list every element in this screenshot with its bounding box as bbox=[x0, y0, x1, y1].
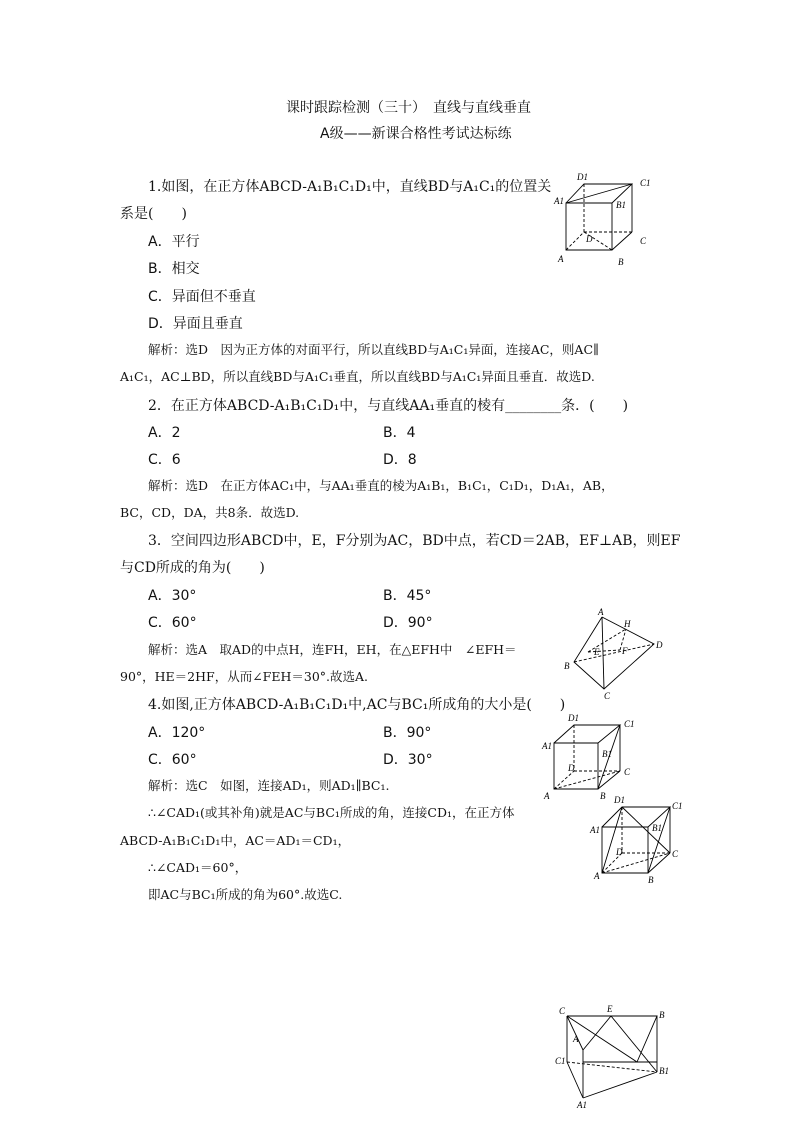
label: A bbox=[594, 871, 600, 881]
label: B bbox=[618, 257, 624, 267]
label: B1 bbox=[602, 749, 612, 759]
label: A1 bbox=[554, 196, 564, 206]
label: B bbox=[648, 875, 654, 885]
q2-option-b[interactable]: B．4 bbox=[383, 425, 416, 441]
q1-option-b[interactable]: B．相交 bbox=[148, 261, 200, 277]
label: B bbox=[659, 1010, 665, 1020]
q3-option-d[interactable]: D．90° bbox=[383, 615, 433, 631]
q4-solution-line2: ∴∠CAD₁(或其补角)就是AC与BC₁所成的角，连接CD₁，在正方体 bbox=[148, 805, 515, 820]
q1-solution-line1: 解析：选D 因为正方体的对面平行，所以直线BD与A₁C₁异面，连接AC，则AC∥ bbox=[148, 342, 599, 357]
tetrahedron-figure bbox=[562, 607, 672, 702]
label: A bbox=[544, 791, 550, 801]
cube-figure-1 bbox=[552, 170, 662, 270]
q4-option-a[interactable]: A．120° bbox=[148, 725, 206, 741]
q3-solution-line1: 解析：选A 取AD的中点H，连FH，EH，在△EFH中 ∠EFH＝ bbox=[148, 642, 517, 657]
q1-stem-line2: 系是( ) bbox=[120, 206, 187, 222]
label: A bbox=[573, 1034, 579, 1044]
label: D1 bbox=[568, 713, 579, 723]
q4-option-d[interactable]: D．30° bbox=[383, 752, 433, 768]
label: C bbox=[624, 767, 631, 777]
cube-figure-3 bbox=[588, 791, 698, 886]
label: C1 bbox=[672, 801, 683, 811]
label: E bbox=[607, 1004, 613, 1014]
label: A1 bbox=[590, 825, 600, 835]
label: D1 bbox=[614, 795, 625, 805]
page-title: 课时跟踪检测（三十） 直线与直线垂直 bbox=[286, 100, 531, 116]
q2-solution-line1: 解析：选D 在正方体AC₁中，与AA₁垂直的棱为A₁B₁，B₁C₁，C₁D₁，D₁A₁，AB， bbox=[148, 478, 614, 493]
q4-solution-line3: ABCD-A₁B₁C₁D₁中，AC＝AD₁＝CD₁， bbox=[120, 833, 351, 848]
q4-option-b[interactable]: B．90° bbox=[383, 725, 432, 741]
label: F bbox=[622, 646, 628, 656]
q4-stem-line1: 4.如图,正方体ABCD-A₁B₁C₁D₁中,AC与BC₁所成角的大小是( ) bbox=[148, 697, 566, 713]
q3-stem-line2: 与CD所成的角为( ) bbox=[120, 560, 265, 576]
q3-option-a[interactable]: A．30° bbox=[148, 588, 197, 604]
q1-solution-line2: A₁C₁，AC⊥BD，所以直线BD与A₁C₁垂直，所以直线BD与A₁C₁异面且垂直．故选D. bbox=[120, 369, 595, 384]
q4-solution-line5: 即AC与BC₁所成的角为60°.故选C. bbox=[148, 887, 343, 902]
label: A1 bbox=[542, 741, 552, 751]
label: A bbox=[598, 607, 604, 617]
q3-option-b[interactable]: B．45° bbox=[383, 588, 432, 604]
q2-option-d[interactable]: D．8 bbox=[383, 452, 417, 468]
label: C bbox=[672, 849, 679, 859]
label: D bbox=[616, 847, 623, 857]
label: B bbox=[564, 661, 570, 671]
prism-figure bbox=[553, 1002, 673, 1110]
label: H bbox=[624, 619, 631, 629]
label: C1 bbox=[624, 719, 635, 729]
label: B1 bbox=[659, 1066, 669, 1076]
q4-option-c[interactable]: C．60° bbox=[148, 752, 197, 768]
q4-solution-line4: ∴∠CAD₁＝60°， bbox=[148, 860, 248, 875]
q3-stem-line1: 3．空间四边形ABCD中，E，F分别为AC，BD中点，若CD＝2AB，EF⊥AB，则EF bbox=[148, 533, 681, 549]
label: B bbox=[600, 791, 606, 801]
label: C1 bbox=[640, 178, 651, 188]
page-subtitle: A级——新课合格性考试达标练 bbox=[320, 126, 512, 142]
label: B1 bbox=[616, 200, 626, 210]
label: C1 bbox=[555, 1056, 566, 1066]
q3-solution-line2: 90°，HE＝2HF，从而∠FEH＝30°.故选A. bbox=[120, 669, 369, 684]
q1-option-a[interactable]: A．平行 bbox=[148, 234, 200, 250]
label: A1 bbox=[577, 1100, 587, 1110]
q2-option-c[interactable]: C．6 bbox=[148, 452, 181, 468]
label: C bbox=[640, 236, 647, 246]
label: C bbox=[559, 1006, 566, 1016]
cube-figure-2 bbox=[540, 711, 650, 801]
q2-solution-line2: BC，CD，DA，共8条．故选D. bbox=[120, 505, 300, 520]
q1-option-d[interactable]: D．异面且垂直 bbox=[148, 316, 243, 332]
label: D bbox=[586, 234, 593, 244]
q4-solution-line1: 解析：选C 如图，连接AD₁，则AD₁∥BC₁. bbox=[148, 778, 390, 793]
label: D bbox=[656, 640, 663, 650]
q1-option-c[interactable]: C．异面但不垂直 bbox=[148, 289, 256, 305]
q3-option-c[interactable]: C．60° bbox=[148, 615, 197, 631]
label: C bbox=[604, 691, 611, 701]
q2-stem-line1: 2．在正方体ABCD-A₁B₁C₁D₁中，与直线AA₁垂直的棱有________条．( ) bbox=[148, 398, 629, 414]
label: D bbox=[568, 763, 575, 773]
label: B1 bbox=[652, 823, 662, 833]
q1-stem-line1: 1.如图，在正方体ABCD-A₁B₁C₁D₁中，直线BD与A₁C₁的位置关 bbox=[148, 179, 552, 195]
q2-option-a[interactable]: A．2 bbox=[148, 425, 181, 441]
label: D1 bbox=[577, 172, 588, 182]
label: A bbox=[558, 254, 564, 264]
label: E bbox=[594, 647, 600, 657]
